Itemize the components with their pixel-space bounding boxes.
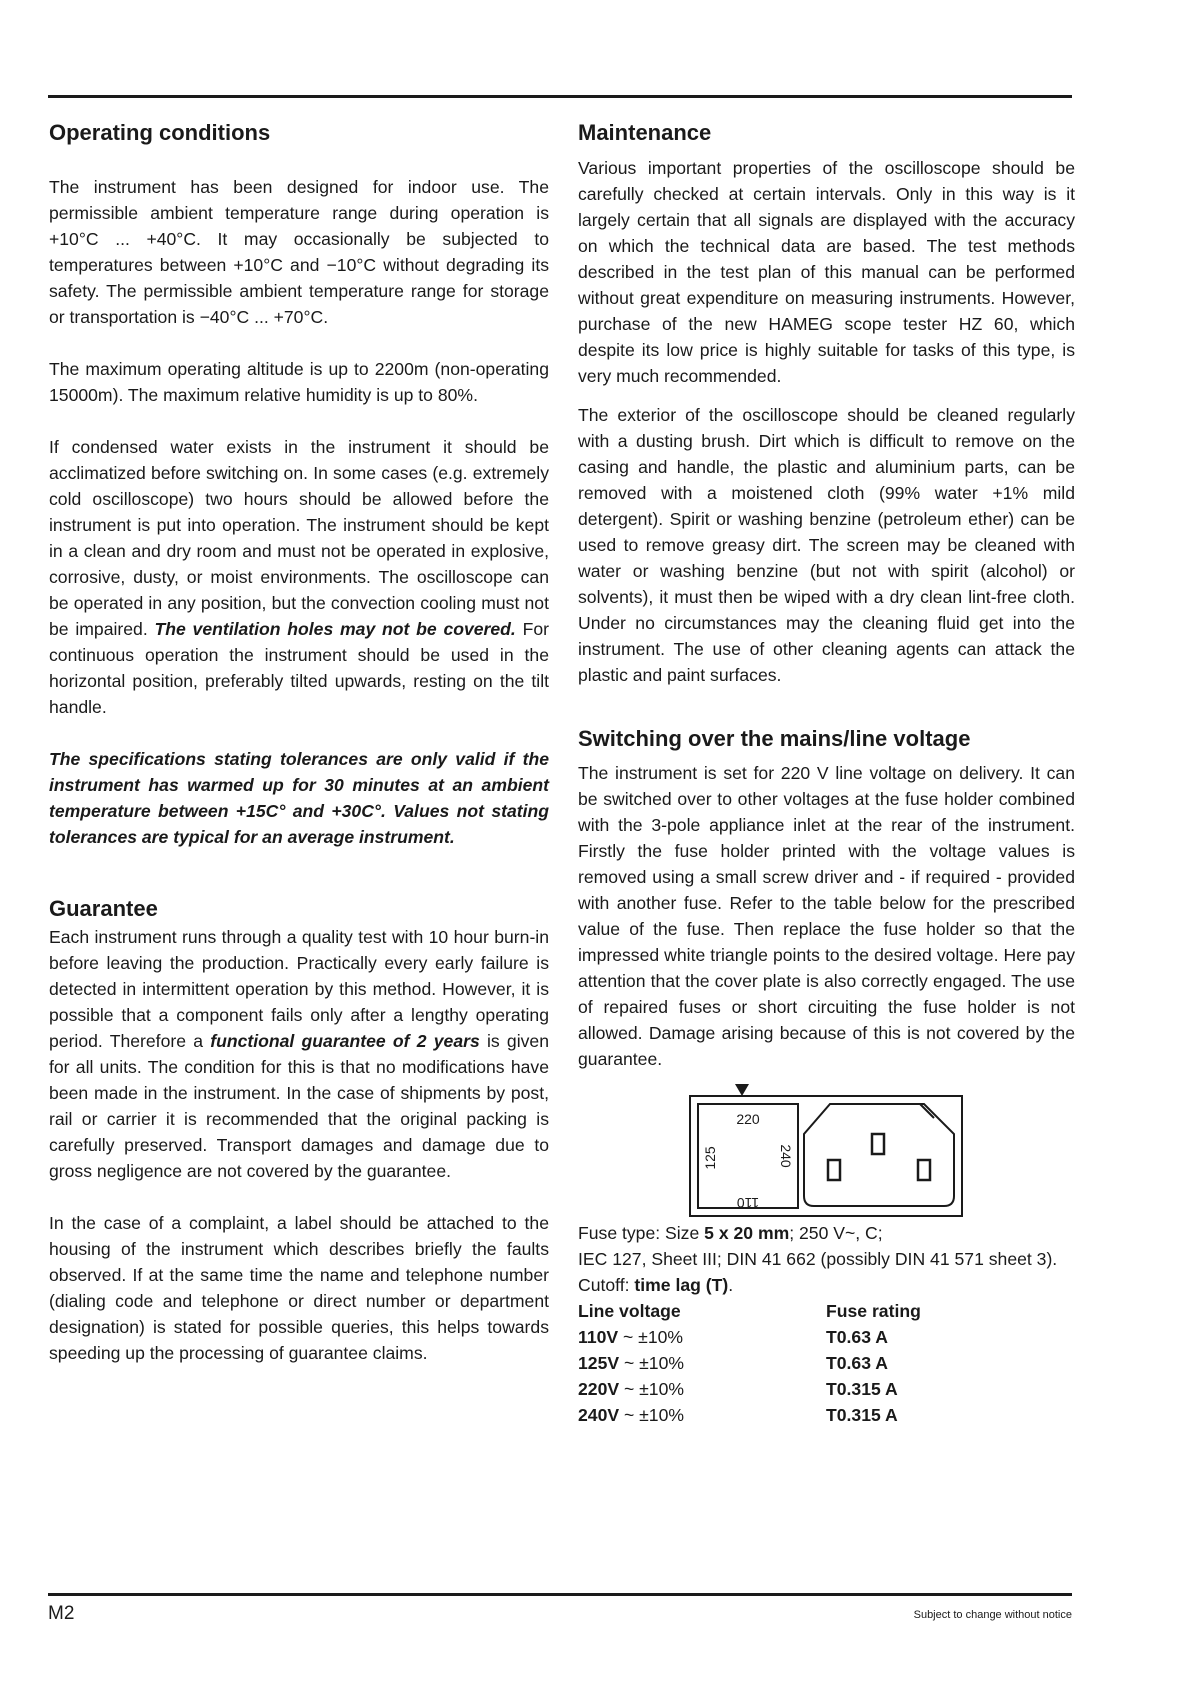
label-110: 110 [736,1195,760,1211]
header-line-voltage: Line voltage [578,1301,681,1321]
label-240: 240 [778,1144,794,1168]
cutoff-value: time lag (T) [634,1275,729,1295]
fuse-type-label: Fuse type: Size [578,1223,705,1243]
voltage-tolerance: ~ ±10% [619,1379,685,1399]
fuse-type-rest: ; 250 V~, C; [789,1223,883,1243]
left-column [49,118,549,1366]
cutoff-end: . [728,1275,734,1295]
voltage-cell [578,1402,826,1428]
table-row [578,1324,921,1350]
fuse-size: 5 x 20 mm [704,1223,790,1243]
rating-cell: T0.63 A [826,1353,888,1373]
guarantee-heading: Guarantee [49,896,158,921]
header-fuse-rating: Fuse rating [826,1301,921,1321]
rating-cell: T0.63 A [826,1327,888,1347]
voltage-tolerance: ~ ±10% [619,1405,685,1425]
fuse-rating-table [578,1298,921,1428]
voltage-pointer-icon [735,1084,749,1096]
inlet-outer-frame [690,1096,962,1216]
operating-paragraph-1: The instrument has been designed for indoor use. The permissible ambient temperature range during operation is +10°C ... +40°C. It may occasionally be subjected to temperatures between +10°C and −10°C without degrading its safety. The permissible ambient temperature range for storage or transportation is −40°C ... +70°C. [49,177,549,327]
tolerance-note: The specifications stating tolerances are only valid if the instrument has warmed up for 30 minutes at an ambient temperature between +15C° and +30C°. Values not stating tolerances are typical for an average instrument. [49,749,549,847]
maintenance-paragraph-2: The exterior of the oscilloscope should be cleaned regularly with a dusting brush. Dirt which is difficult to remove on the casing and handle, the plastic and aluminium parts, can be removed with a moistened cloth (99% water +1% mild detergent). Spirit or washing benzine (petroleum ether) can be used to remove greasy dirt. The screen may be cleaned with water or washing benzine (but not with spirit (alcohol) or solvents), it must then be wiped with a dry clean lint-free cloth. Under no circumstances may the cleaning fluid get into the instrument. The use of other cleaning agents can attack the plastic and paint surfaces. [578,405,1075,685]
live-pin-icon [828,1160,840,1180]
operating-paragraph-2: The maximum operating altitude is up to 2200m (non-operating 15000m). The maximum relative humidity is up to 80%. [49,359,549,405]
voltage-value: 240V [578,1405,620,1425]
rating-cell: T0.315 A [826,1379,898,1399]
voltage-value: 110V [578,1327,619,1347]
guarantee-text-c: is given for all units. The condition for this is that no modifications have been made in the instrument. In the case of shipments by post, rail or carrier it is recommended that the original packing is carefully preserved. Transport damages and damage due to gross negligence are not covered by the guarantee. [49,1031,549,1181]
operating-paragraph-3-text-c: For continuous operation the instrument should be used in the horizontal position, preferably tilted upwards, resting on the tilt handle. [49,619,549,717]
fuse-standard-line: IEC 127, Sheet III; DIN 41 662 (possibly DIN 41 571 sheet 3). [578,1249,1058,1269]
voltage-value: 220V [578,1379,620,1399]
voltage-tolerance: ~ ±10% [618,1327,684,1347]
table-header-row [578,1298,921,1324]
fuse-holder-svg [578,1078,1075,1220]
operating-conditions-heading: Operating conditions [49,120,271,145]
maintenance-heading: Maintenance [578,120,712,145]
operating-paragraph-3 [49,434,549,720]
voltage-cell [578,1376,826,1402]
switching-voltage-heading: Switching over the mains/line voltage [578,726,971,751]
voltage-cell [578,1350,826,1376]
fuse-holder-diagram [578,1078,1075,1220]
functional-guarantee-emphasis: functional guarantee of 2 years [210,1031,480,1051]
right-column [578,118,1075,1428]
fuse-type-line [578,1220,1075,1246]
cutoff-label: Cutoff: [578,1275,635,1295]
ventilation-warning: The ventilation holes may not be covered. [154,619,516,639]
table-row [578,1350,921,1376]
footer-notice: Subject to change without notice [913,1609,1072,1621]
voltage-tolerance: ~ ±10% [619,1353,685,1373]
page-number: M2 [48,1603,75,1624]
neutral-pin-icon [918,1160,930,1180]
maintenance-paragraph-1: Various important properties of the oscilloscope should be carefully checked at certain intervals. Only in this way is it largely certain that all signals are displayed with the accuracy on which the technical data are based. The test methods described in the test plan of this manual can be performed without great expenditure on measuring instruments. However, purchase of the new HAMEG scope tester HZ 60, which despite its low price is highly suitable for tasks of this type, is very much recommended. [578,158,1075,386]
table-row [578,1376,921,1402]
switching-paragraph: The instrument is set for 220 V line voltage on delivery. It can be switched over to other voltages at the fuse holder combined with the 3-pole appliance inlet at the rear of the instrument. Firstly the fuse holder printed with the voltage values is removed using a small screw driver and - if required - provided with another fuse. Refer to the table below for the prescribed value of the fuse. Then replace the fuse holder so that the impressed white triangle points to the desired voltage. Here pay attention that the cover plate is also correctly engaged. The use of repaired fuses or short circuiting the fuse holder is not allowed. Damage arising because of this is not covered by the guarantee. [578,763,1075,1069]
rating-cell: T0.315 A [826,1405,898,1425]
label-125: 125 [702,1146,718,1170]
voltage-value: 125V [578,1353,620,1373]
cutoff-line [578,1272,1075,1298]
guarantee-paragraph-2: In the case of a complaint, a label should be attached to the housing of the instrument which describes briefly the faults observed. If at the same time the name and telephone number (dialing code and telephone or direct number or department designation) is stated for possible queries, this helps towards speeding up the processing of guarantee claims. [49,1213,549,1363]
operating-paragraph-3-text-a: If condensed water exists in the instrument it should be acclimatized before switching on. In some cases (e.g. extremely cold oscilloscope) two hours should be allowed before the instrument is put into operation. The instrument should be kept in a clean and dry room and must not be operated in explosive, corrosive, dusty, or moist environments. The oscilloscope can be operated in any position, but the convection cooling must not be impaired. [49,437,549,639]
table-row [578,1402,921,1428]
earth-pin-icon [872,1134,884,1154]
top-rule [48,95,1072,98]
voltage-cell [578,1324,826,1350]
label-220: 220 [736,1111,760,1127]
bottom-rule [48,1593,1072,1596]
guarantee-text-a: Each instrument runs through a quality test with 10 hour burn-in before leaving the production. Practically every early failure is detected in intermittent operation by this method. However, it is possible that a component fails only after a lengthy operating period. Therefore a [49,927,549,1051]
guarantee-paragraph-1 [49,924,549,1184]
